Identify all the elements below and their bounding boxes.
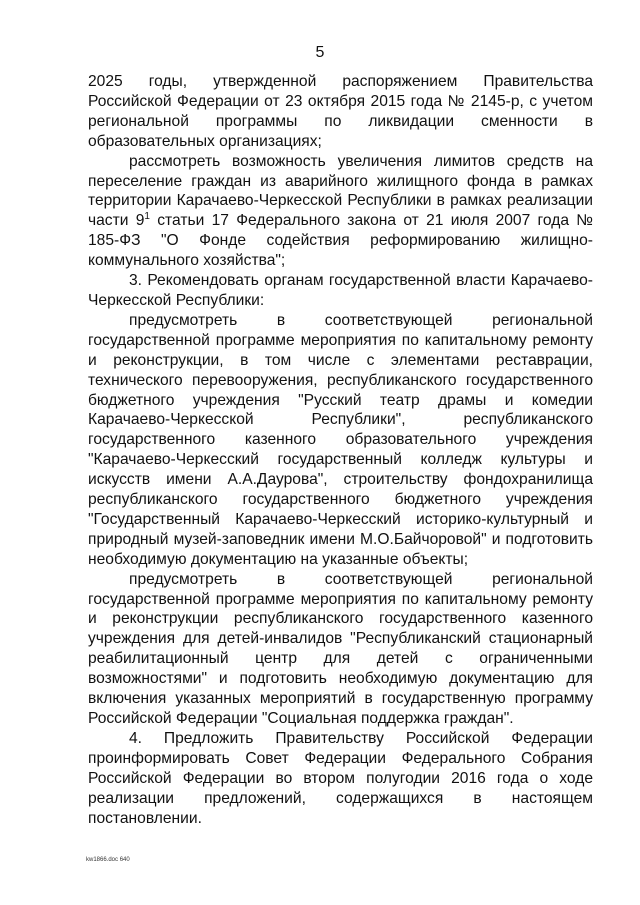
superscript-1: 1	[144, 211, 150, 223]
document-body	[88, 72, 593, 828]
paragraph-limits	[88, 152, 593, 271]
paragraph-continuation: 2025 годы, утвержденной распоряжением Правительства Российской Федерации от 23 октября 2015 года № 2145-р, с учетом региональной программы по ликвидации сменности в образовательных организациях;	[88, 73, 593, 150]
paragraph-limits-text-1: рассмотреть возможность увеличения лимитов средств на переселение граждан из аварийного жилищного фонда в рамках территории Карачаево-Черкесской Республики в рамках реализации части 9	[88, 152, 593, 230]
paragraph-provide-2: предусмотреть в соответствующей региональной государственной программе мероприятия по капитальному ремонту и реконструкции республиканского государственного казенного учреждения для детей-инвалидов "Республиканский стационарный реабилитационный центр для детей с ограниченными возможностями" и подготовить необходимую документацию для включения указанных мероприятий в государственную программу Российской Федерации "Социальная поддержка граждан".	[88, 570, 593, 727]
paragraph-limits-text-2: статьи 17 Федерального закона от 21 июля 2007 года № 185-ФЗ "О Фонде содействия реформированию жилищно-коммунального хозяйства";	[88, 212, 594, 270]
footer-file-label: kw1866.doc 640	[86, 857, 130, 863]
paragraph-propose: 4. Предложить Правительству Российской Федерации проинформировать Совет Федерации Федерального Собрания Российской Федерации во втором полугодии 2016 года о ходе реализации предложений, содержащихся в настоящем постановлении.	[88, 729, 593, 827]
paragraph-recommend: 3. Рекомендовать органам государственной власти Карачаево-Черкесской Республики:	[88, 272, 593, 309]
paragraph-provide-1: предусмотреть в соответствующей региональной государственной программе мероприятия по капитальному ремонту и реконструкции, в том числе с элементами реставрации, технического перевооружения, республиканского государственного бюджетного учреждения "Русский театр драмы и комедии Карачаево-Черкесской Республики", республиканского государственного казенного образовательного учреждения "Карачаево-Черкесский государственный колледж культуры и искусств имени А.А.Даурова", строительству фондохранилища республиканского государственного бюджетного учреждения "Государственный Карачаево-Черкесский историко-культурный и природный музей-заповедник имени М.О.Байчоровой" и подготовить необходимую документацию на указанные объекты;	[88, 311, 593, 568]
page-number: 5	[315, 44, 325, 61]
